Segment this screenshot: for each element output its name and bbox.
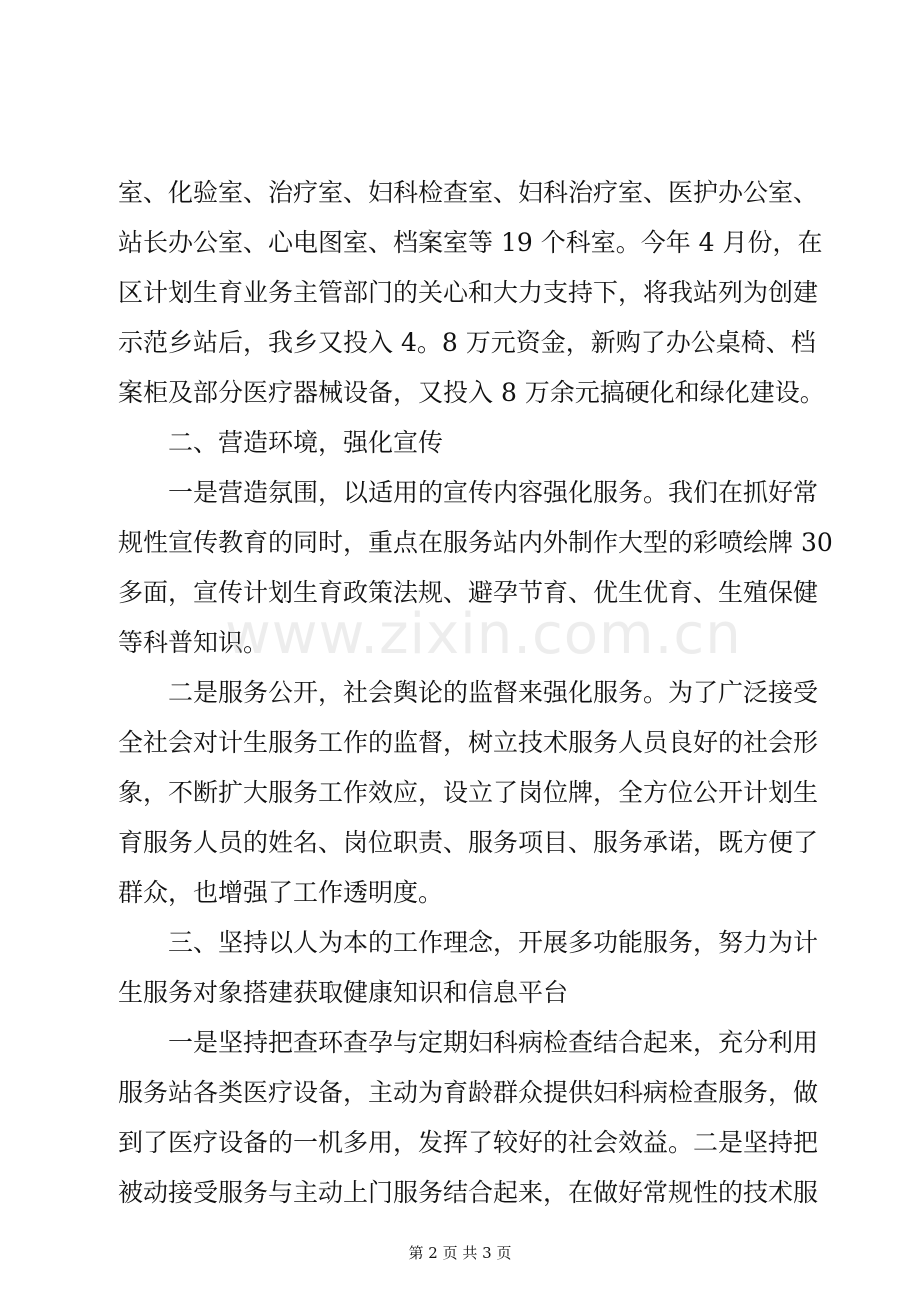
page-footer: 第 2 页 共 3 页 (408, 1244, 512, 1262)
text-line: 等科普知识。 (118, 628, 269, 657)
text-line: 群众，也增强了工作透明度。 (118, 878, 444, 907)
section-heading: 生服务对象搭建获取健康知识和信息平台 (118, 978, 569, 1007)
text-line: 服务站各类医疗设备，主动为育龄群众提供妇科病检查服务，做 (118, 1078, 819, 1107)
text-line: 全社会对计生服务工作的监督，树立技术服务人员良好的社会形 (118, 728, 819, 757)
text-line: 一是坚持把查环查孕与定期妇科病检查结合起来，充分利用 (168, 1028, 819, 1057)
section-heading: 二、营造环境，强化宣传 (168, 428, 444, 457)
watermark: www.zixin.com.cn (225, 602, 742, 667)
text-line: 规性宣传教育的同时，重点在服务站内外制作大型的彩喷绘牌 30 (118, 528, 833, 557)
section-heading: 三、坚持以人为本的工作理念，开展多功能服务，努力为计 (168, 928, 819, 957)
text-line: 被动接受服务与主动上门服务结合起来，在做好常规性的技术服 (118, 1178, 819, 1207)
text-line: 二是服务公开，社会舆论的监督来强化服务。为了广泛接受 (168, 678, 819, 707)
text-line: 室、化验室、治疗室、妇科检查室、妇科治疗室、医护办公室、 (118, 178, 819, 207)
text-line: 案柜及部分医疗器械设备，又投入 8 万余元搞硬化和绿化建设。 (118, 378, 825, 407)
text-line: 区计划生育业务主管部门的关心和大力支持下，将我站列为创建 (118, 278, 819, 307)
text-line: 一是营造氛围，以适用的宣传内容强化服务。我们在抓好常 (168, 478, 819, 507)
text-line: 示范乡站后，我乡又投入 4。8 万元资金，新购了办公桌椅、档 (118, 328, 816, 357)
text-line: 站长办公室、心电图室、档案室等 19 个科室。今年 4 月份，在 (118, 228, 823, 257)
text-line: 象，不断扩大服务工作效应，设立了岗位牌，全方位公开计划生 (118, 778, 819, 807)
text-line: 到了医疗设备的一机多用，发挥了较好的社会效益。二是坚持把 (118, 1128, 819, 1157)
text-line: 育服务人员的姓名、岗位职责、服务项目、服务承诺，既方便了 (118, 828, 819, 857)
text-line: 多面，宣传计划生育政策法规、避孕节育、优生优育、生殖保健 (118, 578, 819, 607)
